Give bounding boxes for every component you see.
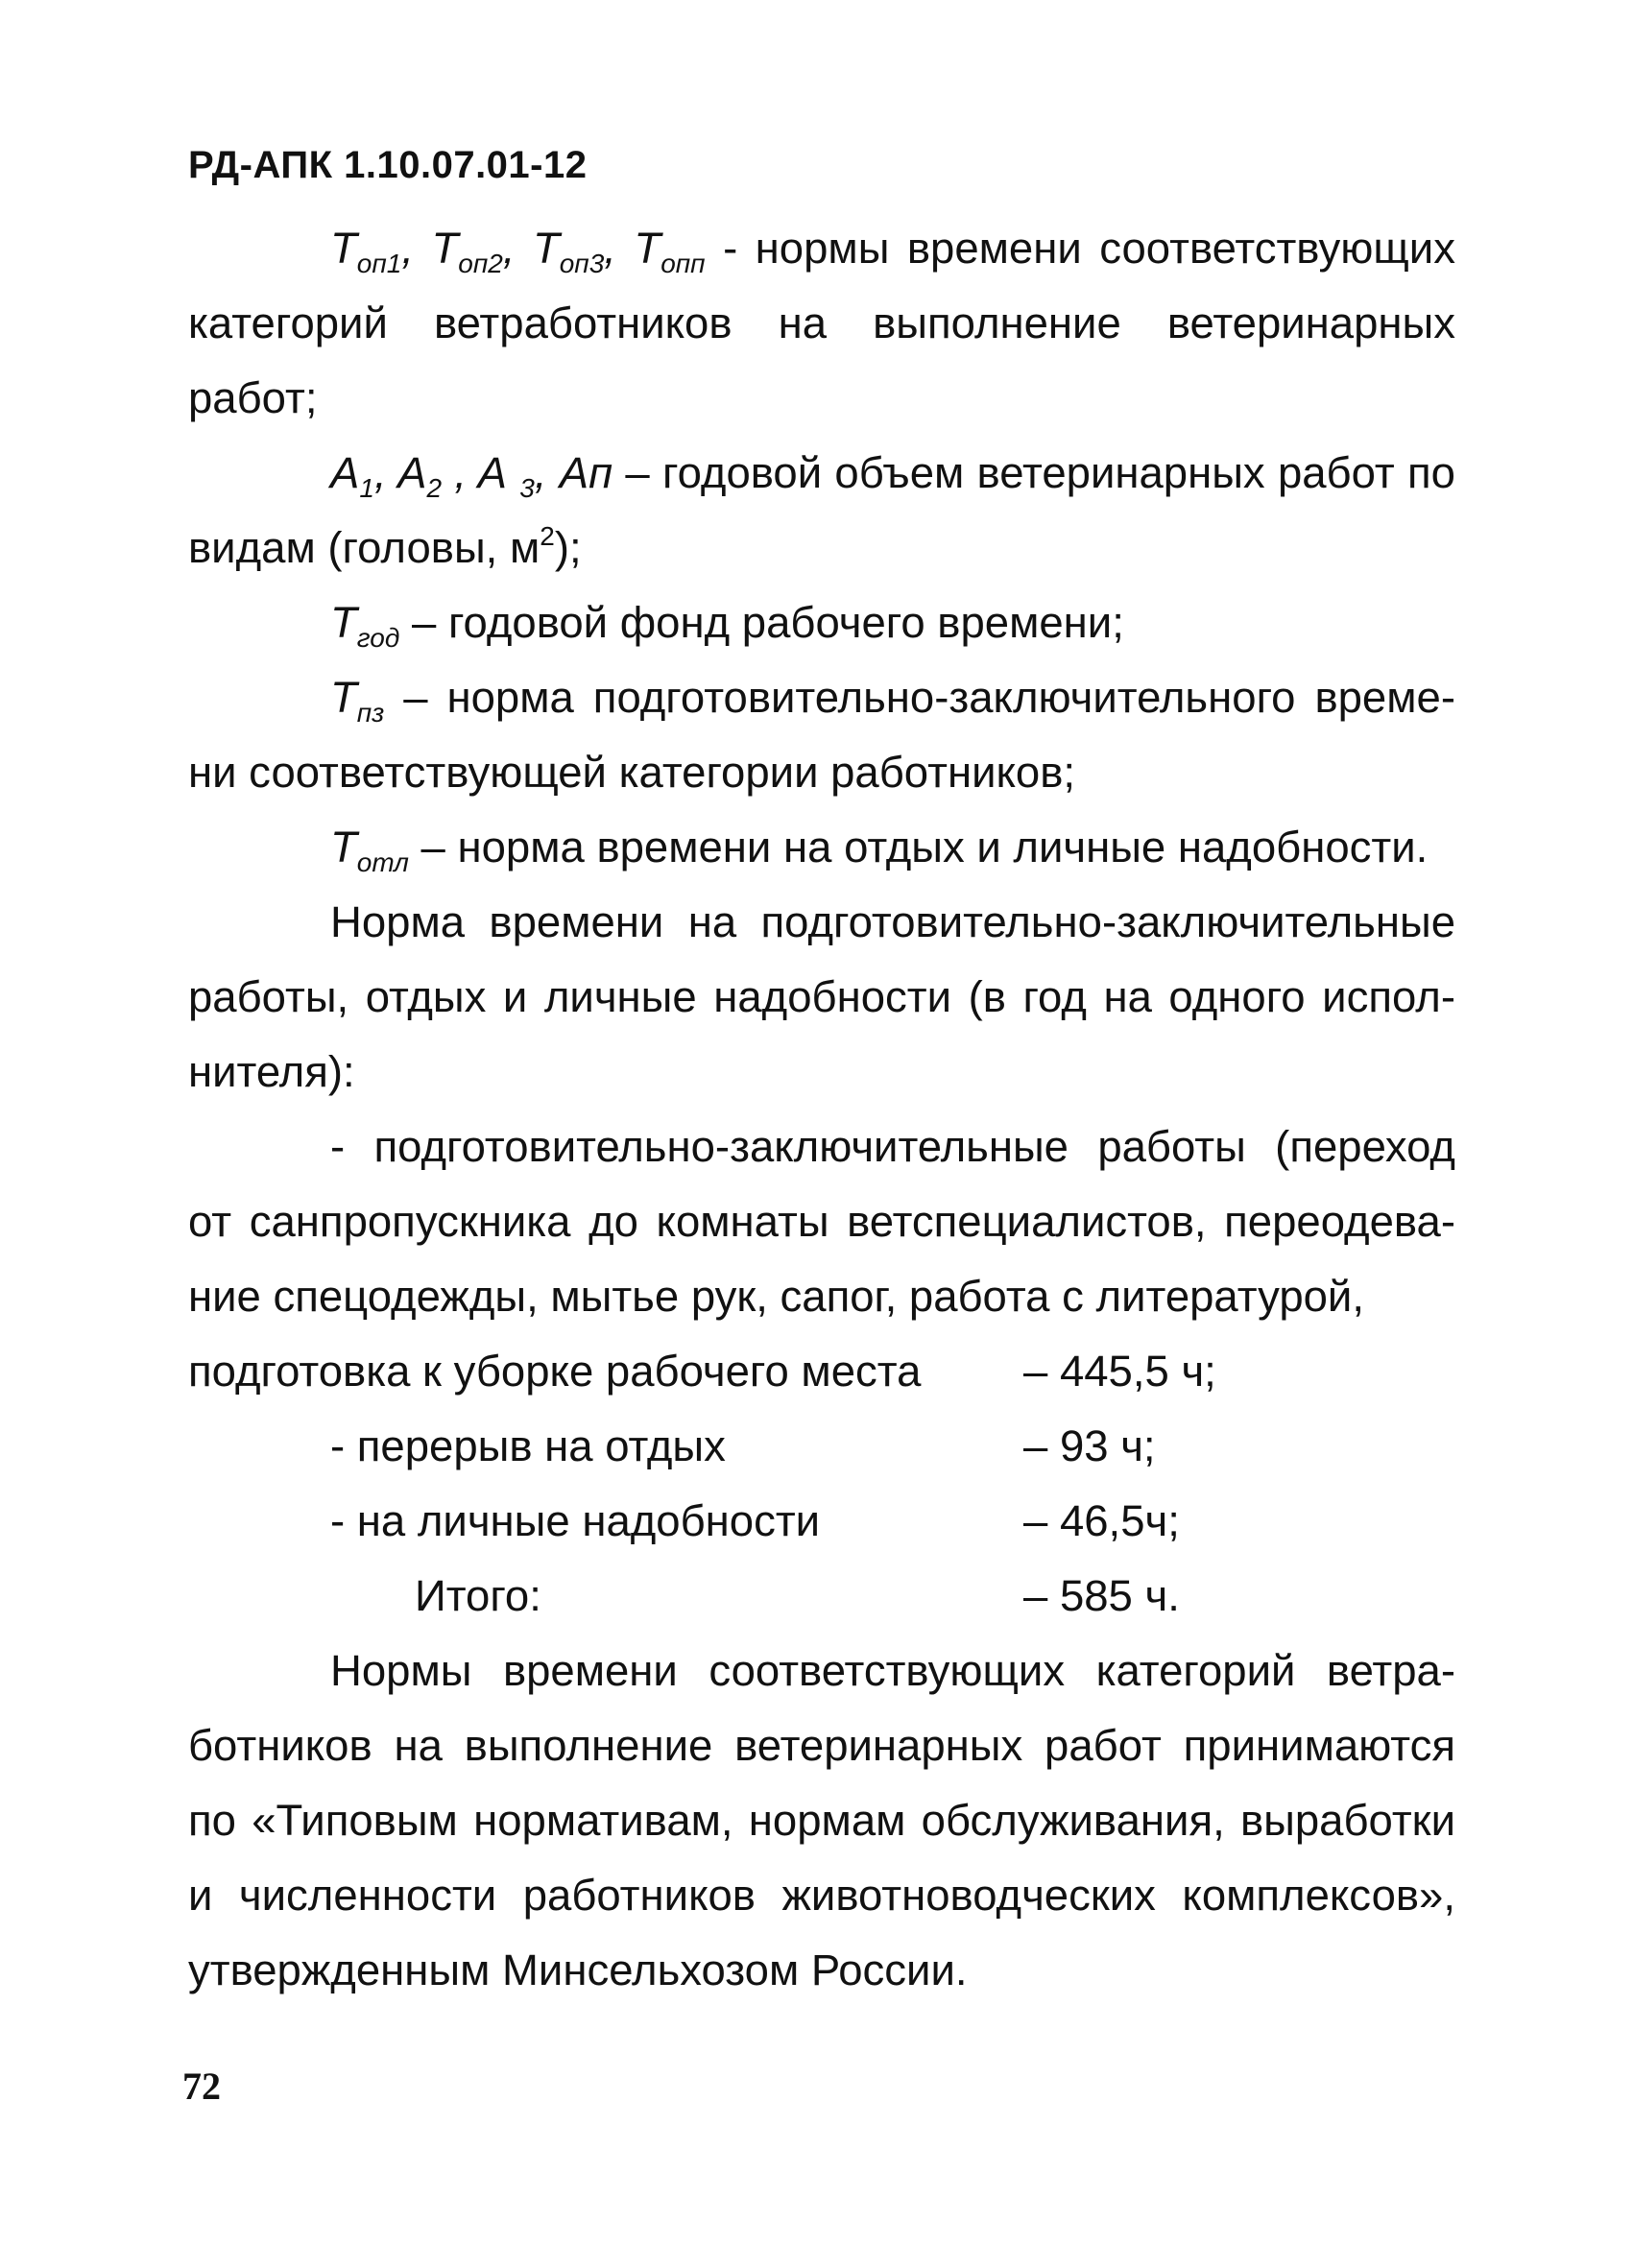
- definition-text: – норма подготовительно-заключительного времени соответствующей категории работников;: [188, 673, 1455, 797]
- norm-label: - перерыв на отдых: [330, 1421, 726, 1470]
- norm-value: – 46,5ч;: [1023, 1496, 1180, 1545]
- norm-row: [188, 1334, 1455, 1409]
- norm-total-row: [188, 1559, 1455, 1634]
- document-code: РД-АПК 1.10.07.01-12: [188, 144, 588, 186]
- norm-row: [188, 1484, 1455, 1559]
- definition-text: – годовой объем ветеринарных работ по видам (головы, м: [188, 448, 1455, 572]
- definition-a: $A_1$, $A_2$ , A $_3$, Ап – годовой объем ветеринарных работ по видам (головы, $м^2$);: [188, 448, 1455, 572]
- definition-text: – норма времени на отдых и личные надобности.: [420, 823, 1429, 871]
- norm-total-value: – 585 ч.: [1023, 1571, 1180, 1620]
- definition-text: - нормы времени соответствующих категорий ветработников на выполнение ветеринарных работ;: [188, 224, 1455, 422]
- norm-value: – 445,5 ч;: [1023, 1347, 1216, 1396]
- definition-t-god: $T_{год}$ – годовой фонд рабочего времени;: [330, 598, 1124, 653]
- norm-label: подготовка к уборке рабочего места: [188, 1347, 922, 1396]
- paragraph-norm-source: Нормы времени соответствующих категорий ветработников на выполнение ветеринарных работ принимаются по «Типовым нормативам, нормам обслуживания, выработки и численности работников животноводческих комплексов», утвержденным Минсельхозом России.: [188, 1646, 1455, 1994]
- page-number: 72: [182, 2065, 221, 2108]
- list-item-preparatory-work: - подготовительно-заключительные работы (переход от санпропускника до комнаты ветспециалистов, переодевание спецодежды, мытье рук, сапог, работа с литературой,: [188, 1122, 1455, 1321]
- definition-t-op: $T_{оп1}$, $T_{оп2}$, $T_{оп3}$, $T_{опп}$ - нормы времени соответствующих категорий ветработников на выполнение ветеринарных работ;: [188, 224, 1455, 422]
- definition-t-pz: $T_{пз}$ – норма подготовительно-заключительного времени соответствующей категории работников;: [188, 673, 1455, 797]
- document-body: [188, 211, 1455, 2008]
- norm-row: [188, 1409, 1455, 1484]
- norm-total-label: Итого:: [415, 1571, 541, 1620]
- norm-value: – 93 ч;: [1023, 1421, 1156, 1470]
- norm-label: - на личные надобности: [330, 1496, 821, 1545]
- definition-text: – годовой фонд рабочего времени;: [412, 598, 1124, 647]
- definition-t-otl: $T_{отл}$ – норма времени на отдых и личные надобности.: [330, 823, 1429, 877]
- paragraph-norm-time: Норма времени на подготовительно-заключительные работы, отдых и личные надобности (в год на одного исполнителя):: [188, 897, 1455, 1096]
